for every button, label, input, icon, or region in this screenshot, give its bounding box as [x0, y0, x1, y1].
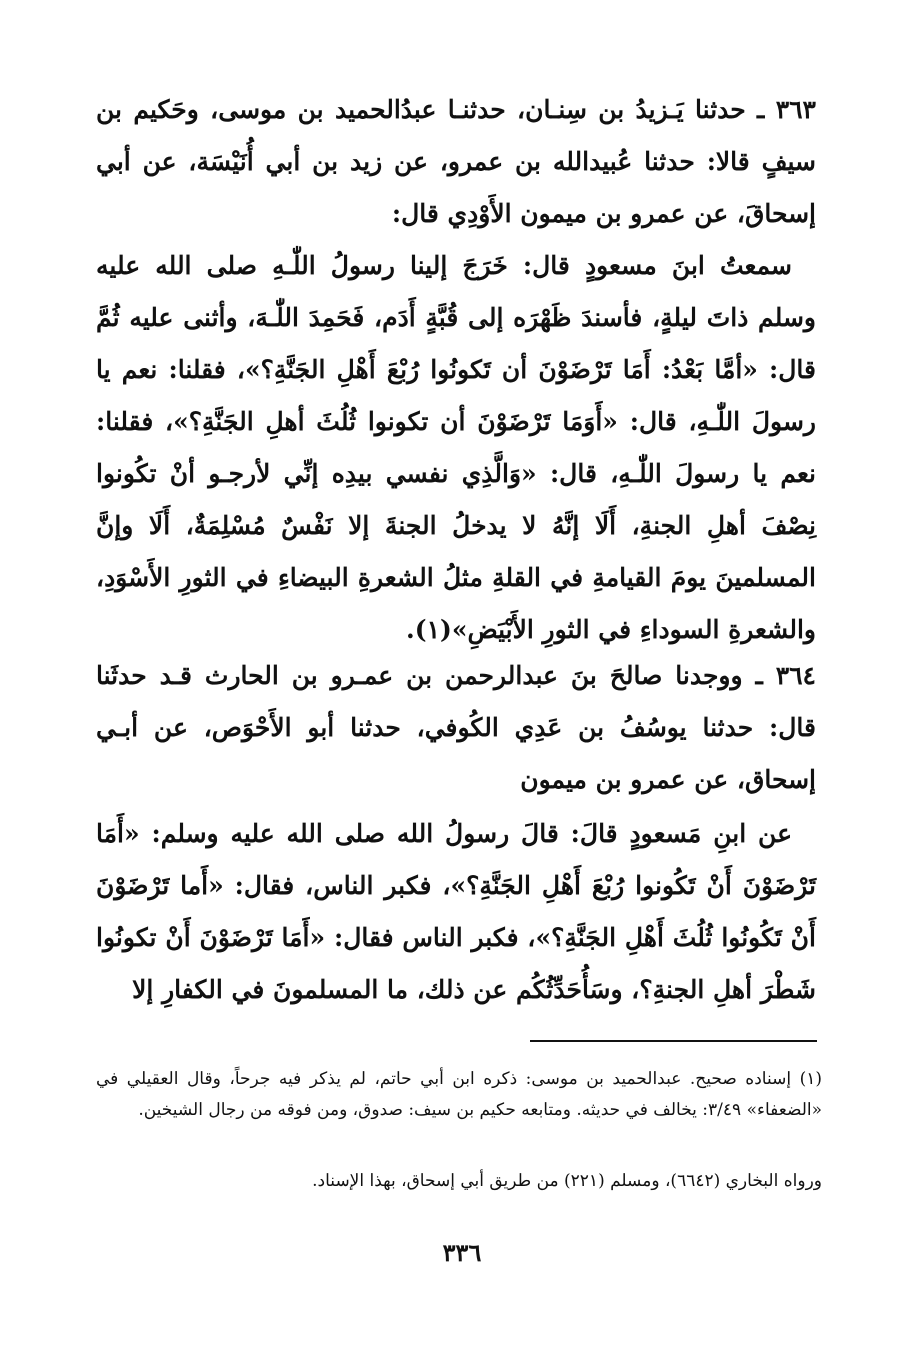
- page-number: ٣٣٦: [442, 1238, 482, 1267]
- footnote-1: [96, 1064, 822, 1126]
- hadith-364-matn-text: عن ابنِ مَسعودٍ قالَ: قالَ رسولُ الله صلى الله عليه وسلم: «أَمَا تَرْضَوْنَ أَنْ تَكُونوا رُبْعَ أَهْلِ الجَنَّةِ؟»، فكبر الناس، فقال: «أَما تَرْضَوْنَ أَنْ تَكُونُوا ثُلُثَ أَهْلِ الجَنَّةِ؟»، فكبر الناس فقال: «أَمَا تَرْضَوْنَ أَنْ تكونُوا شَطْرَ أهلِ الجنةِ؟، وسَأُحَدِّثُكُم عن ذلك، ما المسلمونَ في الكفارِ إلا: [96, 819, 816, 1004]
- hadith-363-matn-text: سمعتُ ابنَ مسعودٍ قال: خَرَجَ إلينا رسولُ اللّٰـهِ صلى الله عليه وسلم ذاتَ ليلةٍ، فأسندَ ظَهْرَه إلى قُبَّةٍ أَدَم، فَحَمِدَ اللّٰـهَ، وأثنى عليه ثُمَّ قال: «أمَّا بَعْدُ: أَمَا تَرْضَوْنَ أن تَكونُوا رُبْعَ أَهْلِ الجَنَّةِ؟»، فقلنا: نعم يا رسولَ اللّٰـهِ، قال: «أَوَمَا تَرْضَوْنَ أن تكونوا ثُلُثَ أهلِ الجَنَّةِ؟»، فقلنا: نعم يا رسولَ اللّٰـهِ، قال: «وَالَّذِي نفسي بيدِه إنِّي لأرجـو أنْ تكُونوا نِصْفَ أهلِ الجنةِ، أَلَا إنَّهُ لا يدخلُ الجنةَ إلا نَفْسٌ مُسْلِمَةٌ، أَلَا وإنَّ المسلمينَ يومَ القيامةِ في القلةِ مثلُ الشعرةِ البيضاءِ في الثورِ الأَسْوَدِ، والشعرةِ السوداءِ في الثورِ الأَبْيَضِ»(١).: [96, 251, 816, 644]
- footnote-2-text: ورواه البخاري (٦٦٤٢)، ومسلم (٢٢١) من طريق أبي إسحاق، بهذا الإسناد.: [312, 1171, 822, 1191]
- hadith-364-isnad: [96, 650, 816, 806]
- hadith-363-isnad: [96, 84, 816, 240]
- footnote-2: [96, 1166, 822, 1197]
- hadith-364-isnad-text: ٣٦٤ ـ ووجدنا صالحَ بنَ عبدالرحمن بن عمـرو بن الحارث قـد حدثَنا قال: حدثنا يوسُفُ بن عَدِي الكُوفي، حدثنا أبو الأَحْوَص، عن أبـي إسحاق، عن عمرو بن ميمون: [96, 661, 816, 794]
- footnote-separator: [530, 1040, 817, 1042]
- footnote-1-text: (١) إسناده صحيح. عبدالحميد بن موسى: ذكره ابن أبي حاتم، لم يذكر فيه جرحاً، وقال العقيلي في «الضعفاء» ٣/٤٩: يخالف في حديثه. ومتابعه حكيم بن سيف: صدوق، ومن فوقه من رجال الشيخين.: [96, 1069, 822, 1120]
- hadith-363-isnad-text: ٣٦٣ ـ حدثنا يَـزيدُ بن سِنـان، حدثنـا عبدُالحميد بن موسى، وحَكيم بن سيفٍ قالا: حدثنا عُبيدالله بن عمرو، عن زيد بن أبي أُنَيْسَة، عن أبي إسحاقَ، عن عمرو بن ميمون الأَوْدِي قال:: [96, 95, 816, 228]
- hadith-363-matn: [96, 240, 816, 656]
- hadith-364-matn: [96, 808, 816, 1016]
